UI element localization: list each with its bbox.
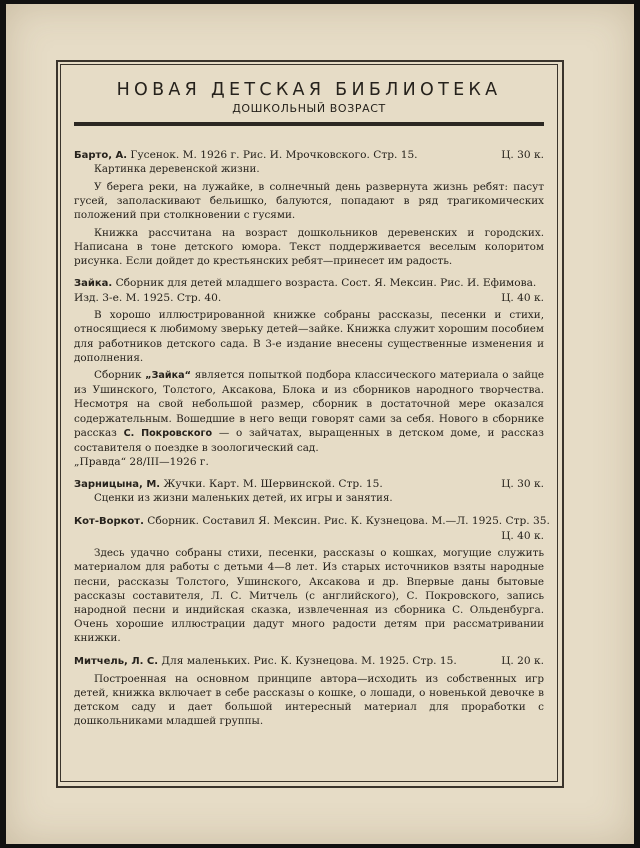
- entry-header: [74, 514, 550, 529]
- entry-info: Сборник. Составил Я. Мексин. Рис. К. Кузнецова. М.—Л. 1925. Стр. 35.: [143, 515, 550, 528]
- entry-bibliography: [74, 276, 536, 291]
- entry-info-continued: Изд. 3-е. М. 1925. Стр. 40.: [74, 292, 222, 305]
- entry-zarnitsyna: [74, 477, 544, 506]
- entry-header-continued: [74, 291, 544, 305]
- entry-price: Ц. 20 к.: [501, 654, 544, 667]
- entry-author: Зайка.: [74, 278, 113, 290]
- entry-paragraph-2: [74, 368, 544, 455]
- entry-info: Жучки. Карт. М. Шервинской. Стр. 15.: [160, 478, 383, 491]
- text-span: является попыткой подбора классического материала о зайце из Ушинского, Толстого, Аксакова, Блока и из сборников народного творчества. Несмотря на свой небольшой размер, сборник в достаточной мере оказался содержательным. Вошедшие в него вещи говорят сами за себя. Нового в сборнике рассказ: [74, 369, 545, 439]
- entry-bibliography: [74, 514, 550, 529]
- entry-bibliography: [74, 148, 418, 163]
- entry-paragraph: Здесь удачно собраны стихи, песенки, рассказы о кошках, могущие служить материалом для работы с детьми 4—8 лет. Из старых источников взяты народные песни, рассказы Толстого, Ушинского, Аксакова и др. Впервые даны бытовые рассказы составителя, Л. С. Митчель (с английского), С. Покровского, запись народной песни и индийская сказка, извлеченная из сборника С. Ольденбурга. Очень хорошие иллюстрации дадут много радости детям при рассматривании книжки.: [74, 547, 544, 645]
- entry-price: Ц. 40 к.: [501, 530, 544, 543]
- entry-info: Гусенок. М. 1926 г. Рис. И. Мрочковского. Стр. 15.: [127, 149, 418, 161]
- review-source: „Правда“ 28/III—1926 г.: [74, 456, 209, 469]
- entry-paragraph: Книжка рассчитана на возраст дошкольников деревенских и городских. Написана в тоне детского юмора. Текст поддерживается веселым колоритом рисунка. Если дойдет до крестьянских ребят—принесет им радость.: [74, 226, 544, 268]
- entry-header: [74, 654, 544, 669]
- entry-mitchel: [74, 654, 544, 729]
- page-content: [74, 76, 550, 736]
- text-span: Сборник: [94, 369, 146, 382]
- entry-snippet: Сценки из жизни маленьких детей, их игры и занятия.: [94, 493, 393, 505]
- entry-author: Барто, А.: [74, 150, 128, 161]
- entry-barto: [74, 148, 544, 268]
- entry-paragraph: У берега реки, на лужайке, в солнечный день развернута жизнь ребят: пасут гусей, заполаскивают бельишко, балуются, попадают в ряд трагикомических положений при столкновении с гусями.: [74, 181, 544, 222]
- entry-author: Митчель, Л. С.: [74, 655, 159, 667]
- text-span: — о зайчатах, выращенных в детском доме, и рассказ составителя о поездке в зоологический сад.: [74, 426, 544, 455]
- entry-author: Кот-Воркот.: [74, 516, 144, 528]
- entry-info: Для маленьких. Рис. К. Кузнецова. М. 1925. Стр. 15.: [158, 654, 457, 667]
- entry-info: Сборник для детей младшего возраста. Сост. Я. Мексин. Рис. И. Ефимова.: [112, 277, 537, 290]
- entry-bibliography: [74, 477, 383, 492]
- entry-snippet: Картинка деревенской жизни.: [94, 164, 260, 175]
- series-title: НОВАЯ ДЕТСКАЯ БИБЛИОТЕКА: [116, 80, 502, 100]
- emphasis-title: „Зайка“: [145, 370, 191, 382]
- entry-author: Зарницына, М.: [74, 479, 161, 491]
- entry-price: Ц. 30 к.: [501, 478, 544, 491]
- entry-header: [74, 148, 544, 163]
- entry-zaika: [74, 276, 544, 469]
- entry-header: [74, 477, 544, 492]
- header-rule: [74, 122, 544, 126]
- entry-kot-vorkot: [74, 514, 550, 645]
- entry-header: [74, 276, 544, 291]
- series-subtitle: ДОШКОЛЬНЫЙ ВОЗРАСТ: [232, 102, 386, 115]
- entry-price: Ц. 30 к.: [501, 149, 544, 161]
- entries-list: [74, 148, 550, 728]
- entry-bibliography: [74, 654, 457, 669]
- emphasis-author: С. Покровского: [123, 427, 213, 439]
- entry-paragraph: В хорошо иллюстрированной книжке собраны рассказы, песенки и стихи, относящиеся к любимому зверьку детей—зайке. Книжка служит хорошим пособием для работников детского сада. В 3-е издание внесены существенные изменения и дополнения.: [74, 309, 544, 364]
- entry-price: Ц. 40 к.: [501, 292, 544, 305]
- entry-paragraph: Построенная на основном принципе автора—исходить из собственных игр детей, книжка включает в себе рассказы о кошке, о лошади, о новенькой девочке в детском саду и дает большой интересный материал для проработки с дошкольниками младшей группы.: [74, 672, 544, 728]
